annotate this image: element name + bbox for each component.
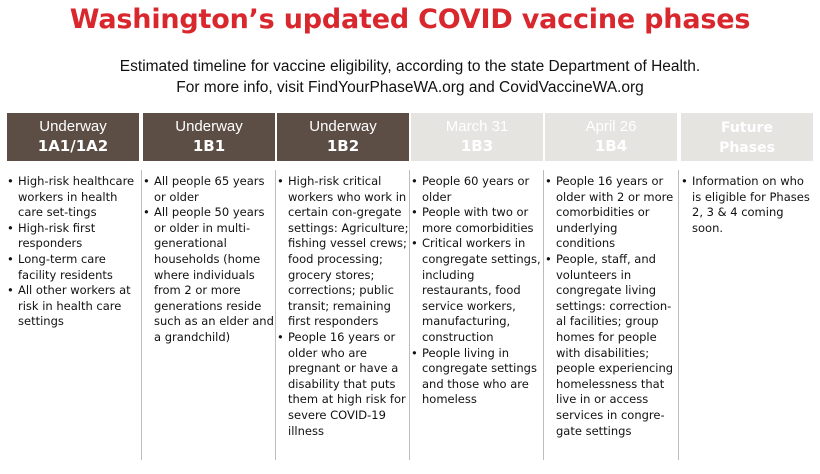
column-divider [275, 170, 276, 460]
page-title: Washington’s updated COVID vaccine phases [69, 4, 751, 35]
subtitle-line-1: Estimated timeline for vaccine eligibility, according to the state Department of Health. [119, 58, 701, 75]
list-item: • All other workers at risk in health care settings [7, 283, 139, 330]
phase-status: Underway [39, 118, 107, 135]
list-item: • Information on who is eligible for Phases 2, 3 & 4 coming soon. [681, 174, 813, 236]
phase-header-1b1 [143, 113, 275, 161]
phase-status: Future [721, 120, 773, 136]
phase-header-future [681, 113, 813, 161]
phase-items-1b1 [143, 174, 275, 346]
phase-status: March 31 [445, 118, 509, 135]
phase-status: Underway [175, 118, 243, 135]
phase-header-1b3 [411, 113, 543, 161]
list-item: • High-risk first responders [7, 221, 139, 252]
phase-code: 1B3 [460, 137, 494, 155]
phase-header-1a [7, 113, 139, 161]
phase-items-1b4 [545, 174, 677, 439]
list-item: • Long-term care facility residents [7, 252, 139, 283]
subtitle-line-2: For more info, visit FindYourPhaseWA.org and CovidVaccineWA.org [176, 79, 644, 96]
list-item: • High-risk critical workers who work in certain con-gregate settings: Agriculture; fishing vessel crews; food processing; grocery stores; corrections; public transit; remaining first responders [277, 174, 409, 330]
list-item: • People 16 years or older who are pregnant or have a disability that puts them at high risk for severe COVID-19 illness [277, 330, 409, 439]
phase-items-1b3 [411, 174, 543, 408]
phase-column-1a [7, 113, 139, 330]
phase-column-1b1 [143, 113, 275, 346]
column-divider [141, 170, 142, 460]
phase-status: Underway [309, 118, 377, 135]
phase-header-1b2 [277, 113, 409, 161]
phase-header-1b4 [545, 113, 677, 161]
phase-code: 1B2 [326, 137, 360, 155]
column-divider [409, 170, 410, 460]
list-item: • People, staff, and volunteers in congregate living settings: correction-al facilities; group homes for people with disabilities; people experiencing homelessness that live in or access services in congre-gate settings [545, 252, 677, 439]
list-item: • People with two or more comorbidities [411, 205, 543, 236]
phase-code: 1B4 [594, 137, 628, 155]
list-item: • People living in congregate settings and those who are homeless [411, 346, 543, 408]
list-item: • All people 65 years or older [143, 174, 275, 205]
column-divider [678, 170, 679, 460]
list-item: • Critical workers in congregate settings, including restaurants, food service workers, manufacturing, construction [411, 236, 543, 345]
column-divider [543, 170, 544, 460]
list-item: • All people 50 years or older in multi-generational households (home where individuals from 2 or more generations reside such as an elder and a grandchild) [143, 205, 275, 345]
phase-column-1b3 [411, 113, 543, 408]
phase-code: 1B1 [192, 137, 226, 155]
list-item: • People 60 years or older [411, 174, 543, 205]
phase-code: 1A1/1A2 [37, 137, 109, 155]
phase-code: Phases [719, 140, 775, 156]
list-item: • High-risk healthcare workers in health care set-tings [7, 174, 139, 221]
phase-items-future [681, 174, 813, 236]
phase-status: April 26 [585, 118, 637, 135]
phase-items-1a [7, 174, 139, 330]
phase-items-1b2 [277, 174, 409, 439]
phase-column-1b2 [277, 113, 409, 439]
phase-column-1b4 [545, 113, 677, 439]
list-item: • People 16 years or older with 2 or more comorbidities or underlying conditions [545, 174, 677, 252]
phase-column-future [681, 113, 813, 236]
